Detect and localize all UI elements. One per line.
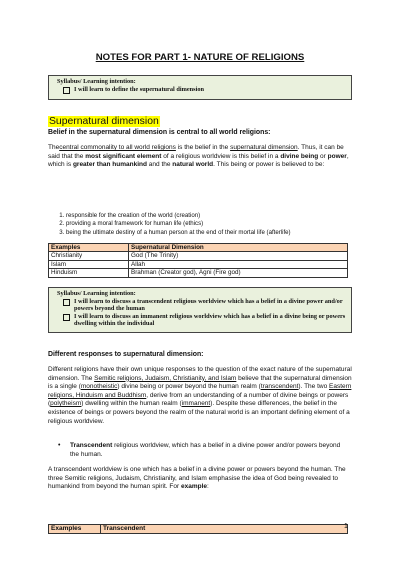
text-span: or [318, 152, 328, 160]
box-item [57, 86, 347, 94]
section-heading: Supernatural dimension [49, 116, 159, 127]
text-span: polytheism [50, 400, 82, 408]
section-subheading: Belief in the supernatural dimension is central to all world religions: [48, 129, 271, 136]
table-header-cell: Transcendent [101, 525, 348, 534]
table-header-row [49, 244, 348, 252]
text-span: Different religions have their own unique responses to the question of the exact nature of the supernatural dimension. The [48, 366, 352, 382]
checkbox-icon [63, 314, 70, 321]
section-subheading-2: Different responses to supernatural dimension: [48, 351, 204, 358]
table-header-cell: Examples [49, 244, 129, 252]
list-item: 2. providing a moral framework for human life (ethics) [66, 220, 366, 228]
learning-intention-box [48, 75, 352, 100]
text-span: greater than humankind [72, 161, 147, 169]
text-span: Semitic religions, Judaism, Christianity, and Islam [94, 374, 237, 382]
text-span: ). The two [298, 383, 330, 391]
table-cell: Hinduism [49, 269, 129, 277]
box-item [57, 313, 347, 327]
text-span: A transcendent worldview is one which has a belief in a divine power or powers beyond the human. The three Semitic religions, Judaism, Christianity, and Islam emphasise the idea of God being revealed to humankind from beyond the human spirit. For [48, 466, 346, 491]
table-header-cell: Supernatural Dimension [129, 244, 348, 252]
text-span: . Thus, it can be said that the [48, 144, 344, 160]
text-span: example [180, 483, 207, 491]
text-span: religious worldview, which has a belief in a divine power and/or powers beyond the human. [70, 442, 341, 458]
text-span: immanent [181, 400, 211, 408]
page-number: 1 [344, 523, 348, 530]
box-heading: Syllabus/ Learning intention: [57, 78, 136, 85]
text-span: power [327, 152, 347, 160]
text-span: The [48, 144, 60, 151]
table-header-row [49, 525, 348, 534]
text-span: , derive from an understanding of a number of divine beings or powers ( [48, 391, 349, 408]
table-cell: God (The Trinity) [129, 252, 348, 260]
bullet-text [70, 442, 348, 459]
table-row [49, 260, 348, 268]
table-cell: Allah [129, 260, 348, 268]
box-item-text: I will learn to discuss an immanent religious worldview which has a belief in a divine being or powers dwelling within the individual [74, 313, 346, 327]
text-span: most significant element [85, 152, 162, 160]
list-item: 1. responsible for the creation of the world (creation) [66, 212, 366, 220]
table-cell: Christianity [49, 252, 129, 260]
text-span: ) divine being or power beyond the human realm ( [117, 383, 261, 391]
paragraph-supernatural [48, 144, 354, 170]
box-item-text: I will learn to discuss a transcendent religious worldview which has a belief in a divine power and/or powers beyond the human [74, 298, 343, 312]
beliefs-list [48, 212, 366, 237]
checkbox-icon [63, 87, 70, 94]
text-span: . This being or power is believed to be: [213, 161, 325, 169]
examples-table [48, 243, 348, 278]
text-span: Eastern religions, Hinduism and Buddhism [48, 383, 352, 399]
box-item [57, 298, 347, 312]
text-span: transcendent [260, 383, 299, 391]
text-span: ) dwelling within the human realm ( [81, 400, 182, 408]
paragraph-transcendent [48, 466, 354, 492]
text-span: ). Despite these differences, the belief in the existence of beings or powers beyond the realm of the natural world is an important defining element of a religious worldview. [48, 400, 350, 425]
text-span: : [207, 483, 209, 491]
bullet-item [58, 442, 348, 459]
list-item: 3. being the ultimate destiny of a human person at the end of their mortal life (afterlife) [66, 229, 366, 237]
table-cell: Islam [49, 260, 129, 268]
text-span: of a religious worldview is this belief in a [161, 152, 281, 160]
transcendent-table [48, 524, 348, 534]
table-cell: Brahman (Creator god), Agni (Fire god) [129, 269, 348, 277]
checkbox-icon [63, 299, 70, 306]
table-row [49, 269, 348, 277]
text-span: is the belief in the [175, 144, 231, 151]
text-span: central commonality to all world religions [59, 144, 176, 151]
text-span: believe that the supernatural dimension is a single ( [48, 374, 352, 391]
learning-intention-box-2 [48, 287, 352, 333]
table-header-cell: Examples [49, 525, 101, 534]
text-span: divine being [280, 152, 319, 160]
text-span: monotheistic [80, 383, 118, 391]
text-span: supernatural dimension [230, 144, 298, 151]
text-span: , which is [48, 152, 349, 169]
paragraph-responses [48, 366, 354, 426]
box-item-text: I will learn to define the supernatural dimension [74, 86, 204, 93]
table-row [49, 252, 348, 260]
box-heading: Syllabus/ Learning intention: [57, 290, 136, 297]
text-span: natural world [172, 161, 214, 169]
page-title: NOTES FOR PART 1- NATURE OF RELIGIONS [95, 52, 305, 63]
text-span: and the [146, 161, 173, 169]
bullet-icon: • [58, 442, 61, 449]
text-span: Transcendent [70, 442, 113, 449]
